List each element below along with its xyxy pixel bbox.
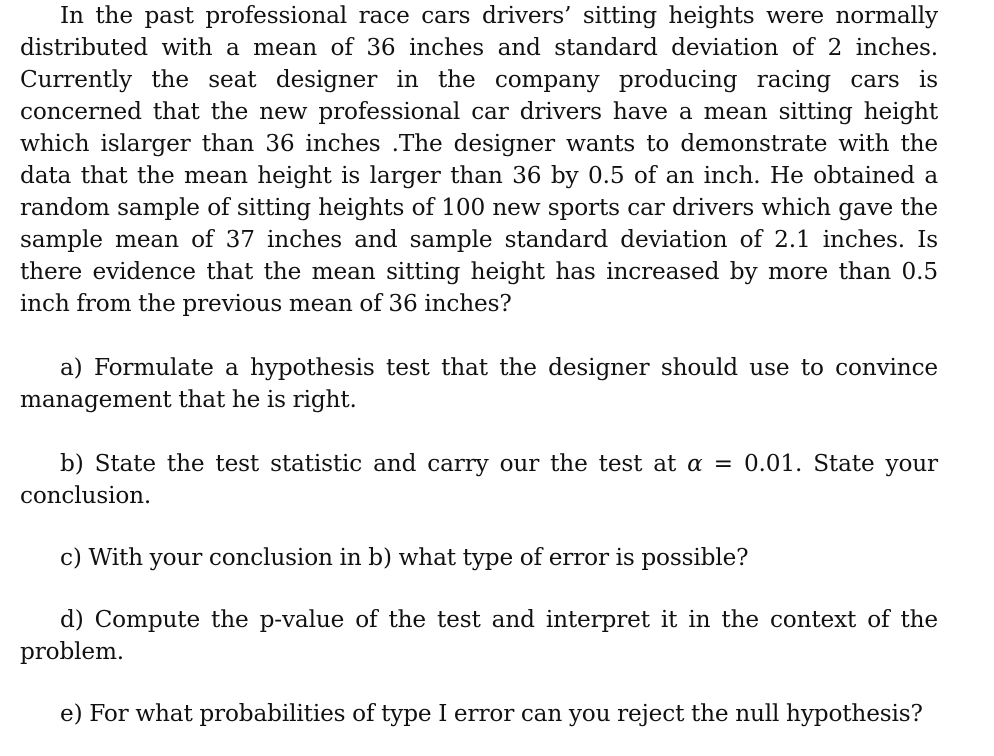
question-b-text-start: b) State the test statistic and carry our the test at <box>60 450 688 477</box>
alpha-symbol: α <box>687 450 703 477</box>
question-b-text-end: = 0.01. State your conclusion. <box>20 450 938 509</box>
document-page <box>20 0 938 730</box>
problem-statement: In the past professional race cars drivers’ sitting heights were normally distributed with a mean of 36 inches and standard deviation of 2 inches. Currently the seat designer in the company producing racing cars is concerned that the new professional car drivers have a mean sitting height which islarger than 36 inches .The designer wants to demonstrate with the data that the mean height is larger than 36 by 0.5 of an inch. He obtained a random sample of sitting heights of 100 new sports car drivers which gave the sample mean of 37 inches and sample standard deviation of 2.1 inches. Is there evidence that the mean sitting height has increased by more than 0.5 inch from the previous mean of 36 inches? <box>20 2 938 317</box>
question-b <box>20 448 938 512</box>
question-d: d) Compute the p-value of the test and interpret it in the context of the problem. <box>20 606 938 665</box>
question-c: c) With your conclusion in b) what type of error is possible? <box>60 544 749 571</box>
question-a: a) Formulate a hypothesis test that the designer should use to convince management that he is right. <box>20 354 938 413</box>
question-e: e) For what probabilities of type I error can you reject the null hypothesis? <box>60 700 923 727</box>
